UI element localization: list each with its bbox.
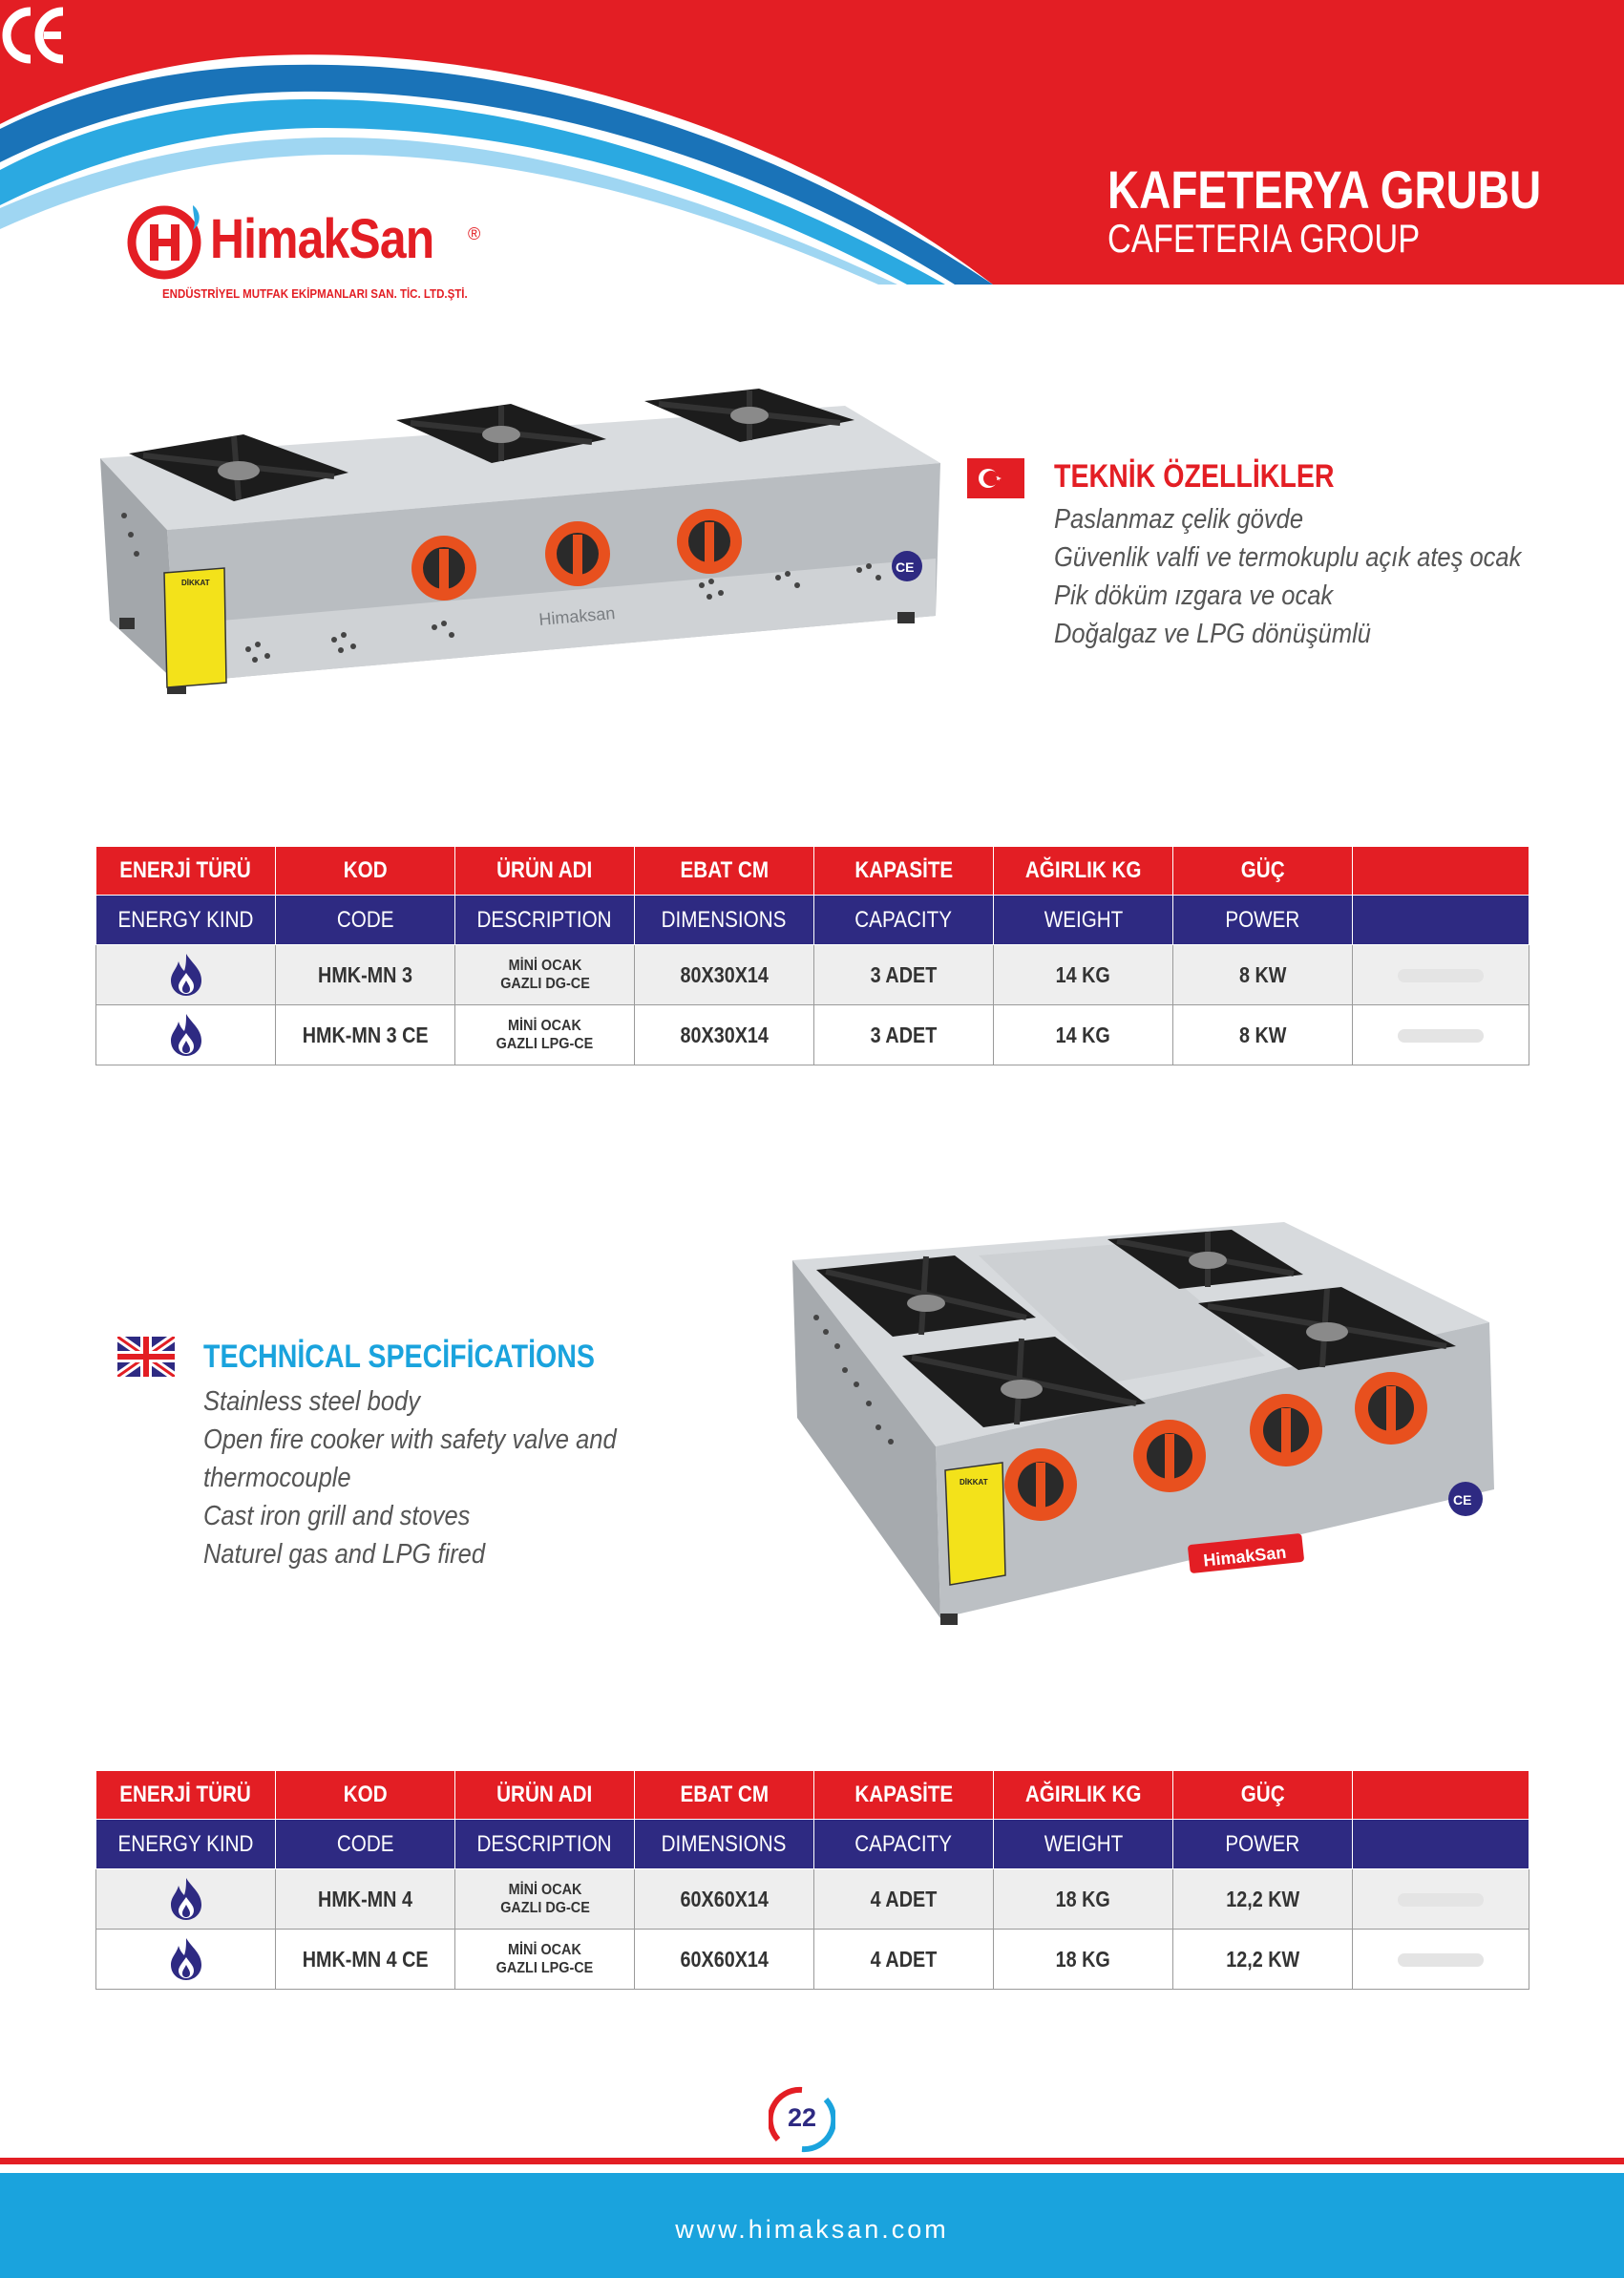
header-cell	[1353, 896, 1529, 945]
group-title: KAFETERYA GRUBU	[1107, 159, 1542, 220]
spec-list-tr	[1054, 500, 1585, 653]
dimensions-cell: 60X60X14	[635, 1869, 814, 1930]
weight-cell: 14 KG	[994, 945, 1173, 1005]
header-cell: POWER	[1173, 1820, 1353, 1869]
warning-label-text: DİKKAT	[181, 579, 210, 587]
header-cell: KAPASİTE	[814, 1771, 994, 1820]
header-cell: ENERJİ TÜRÜ	[96, 847, 276, 896]
weight-cell: 14 KG	[994, 1005, 1173, 1065]
header-cell: ENERJİ TÜRÜ	[96, 1771, 276, 1820]
capacity-cell: 4 ADET	[814, 1930, 994, 1990]
header-cell	[1353, 1820, 1529, 1869]
blank-cell	[1353, 1005, 1529, 1065]
brand-logo	[124, 196, 487, 306]
himaksan-logo-icon	[124, 198, 210, 284]
spec-list-en	[203, 1382, 673, 1573]
page-number: 22	[787, 2103, 817, 2132]
capacity-cell: 3 ADET	[814, 945, 994, 1005]
blank-cell	[1353, 1869, 1529, 1930]
header-cell: WEIGHT	[994, 1820, 1173, 1869]
capacity-cell: 3 ADET	[814, 1005, 994, 1065]
product-table-2	[95, 1770, 1529, 1990]
energy-cell	[96, 945, 276, 1005]
header-cell: KOD	[276, 847, 455, 896]
svg-text:CE: CE	[1453, 1492, 1472, 1508]
website-link[interactable]: www.himaksan.com	[675, 2215, 949, 2244]
header-cell: DIMENSIONS	[635, 1820, 814, 1869]
spec-item: Stainless steel body	[203, 1386, 420, 1417]
energy-cell	[96, 1005, 276, 1065]
dimensions-cell: 80X30X14	[635, 945, 814, 1005]
header-cell: ENERGY KIND	[96, 896, 276, 945]
spec-item: Cast iron grill and stoves	[203, 1501, 471, 1531]
code-cell: HMK-MN 4	[276, 1869, 455, 1930]
turkey-flag-icon	[967, 458, 1024, 498]
spec-item: Güvenlik valfi ve termokuplu açık ateş ocak	[1054, 542, 1522, 573]
table-row	[96, 1869, 1529, 1930]
registered-mark: ®	[468, 224, 481, 243]
header-cell: CODE	[276, 1820, 455, 1869]
uk-flag-icon	[117, 1337, 175, 1377]
brand-plate-text: HimakSan	[1202, 1542, 1288, 1571]
energy-cell	[96, 1930, 276, 1990]
header-cell: WEIGHT	[994, 896, 1173, 945]
header-cell: KAPASİTE	[814, 847, 994, 896]
energy-cell	[96, 1869, 276, 1930]
blank-cell	[1353, 1930, 1529, 1990]
table-header-en	[96, 1820, 1529, 1869]
gas-flame-icon	[167, 1936, 205, 1982]
power-cell: 8 KW	[1173, 945, 1353, 1005]
header-cell: KOD	[276, 1771, 455, 1820]
header-cell	[1353, 1771, 1529, 1820]
table-row	[96, 1930, 1529, 1990]
header-cell: DESCRIPTION	[455, 896, 635, 945]
brand-plate-text: Himaksan	[538, 603, 617, 629]
header-cell: CAPACITY	[814, 896, 994, 945]
code-cell: HMK-MN 3	[276, 945, 455, 1005]
description-cell: MİNİ OCAK GAZLI LPG-CE	[455, 1930, 635, 1990]
dimensions-cell: 80X30X14	[635, 1005, 814, 1065]
table-header-tr	[96, 847, 1529, 896]
header-cell: EBAT CM	[635, 847, 814, 896]
table-header-tr	[96, 1771, 1529, 1820]
capacity-cell: 4 ADET	[814, 1869, 994, 1930]
description-cell: MİNİ OCAK GAZLI DG-CE	[455, 1869, 635, 1930]
footer-divider	[0, 2158, 1624, 2164]
description-cell: MİNİ OCAK GAZLI LPG-CE	[455, 1005, 635, 1065]
product-table-1	[95, 846, 1529, 1065]
product-image-four-burner	[788, 1213, 1504, 1633]
header-cell: GÜÇ	[1173, 847, 1353, 896]
power-cell: 12,2 KW	[1173, 1869, 1353, 1930]
power-cell: 12,2 KW	[1173, 1930, 1353, 1990]
brand-name: HimakSan	[210, 208, 434, 270]
description-cell: MİNİ OCAK GAZLI DG-CE	[455, 945, 635, 1005]
warning-label-text: DİKKAT	[960, 1478, 988, 1487]
power-cell: 8 KW	[1173, 1005, 1353, 1065]
table-header-en	[96, 896, 1529, 945]
header-cell: AĞIRLIK KG	[994, 847, 1173, 896]
code-cell: HMK-MN 4 CE	[276, 1930, 455, 1990]
weight-cell: 18 KG	[994, 1930, 1173, 1990]
header-cell: DIMENSIONS	[635, 896, 814, 945]
page-header	[0, 0, 1624, 301]
blank-cell	[1353, 945, 1529, 1005]
ce-mark-icon	[0, 0, 71, 71]
header-cell: ÜRÜN ADI	[455, 1771, 635, 1820]
header-cell: DESCRIPTION	[455, 1820, 635, 1869]
header-cell: CAPACITY	[814, 1820, 994, 1869]
header-cell: POWER	[1173, 896, 1353, 945]
header-cell	[1353, 847, 1529, 896]
header-cell: GÜÇ	[1173, 1771, 1353, 1820]
svg-text:CE: CE	[896, 559, 915, 575]
gas-flame-icon	[167, 952, 205, 998]
gas-flame-icon	[167, 1876, 205, 1922]
header-cell: ENERGY KIND	[96, 1820, 276, 1869]
header-cell: ÜRÜN ADI	[455, 847, 635, 896]
gas-flame-icon	[167, 1012, 205, 1058]
group-subtitle: CAFETERIA GROUP	[1107, 216, 1421, 261]
table-row	[96, 1005, 1529, 1065]
header-cell: EBAT CM	[635, 1771, 814, 1820]
spec-item: Pik döküm ızgara ve ocak	[1054, 580, 1334, 611]
spec-item: thermocouple	[203, 1463, 351, 1493]
dimensions-cell: 60X60X14	[635, 1930, 814, 1990]
spec-item: Open fire cooker with safety valve and	[203, 1424, 617, 1455]
spec-title-tr: TEKNİK ÖZELLİKLER	[1054, 458, 1335, 495]
weight-cell: 18 KG	[994, 1869, 1173, 1930]
spec-title-en: TECHNİCAL SPECİFİCATİONS	[203, 1339, 595, 1375]
header-cell: CODE	[276, 896, 455, 945]
spec-item: Naturel gas and LPG fired	[203, 1539, 486, 1570]
spec-item: Paslanmaz çelik gövde	[1054, 504, 1304, 535]
page-number-badge	[769, 2086, 835, 2153]
brand-tagline: ENDÜSTRİYEL MUTFAK EKİPMANLARI SAN. TİC. LTD.ŞTİ.	[162, 287, 468, 301]
table-row	[96, 945, 1529, 1005]
spec-item: Doğalgaz ve LPG dönüşümlü	[1054, 619, 1371, 649]
product-image-three-burner	[91, 377, 950, 749]
code-cell: HMK-MN 3 CE	[276, 1005, 455, 1065]
header-cell: AĞIRLIK KG	[994, 1771, 1173, 1820]
